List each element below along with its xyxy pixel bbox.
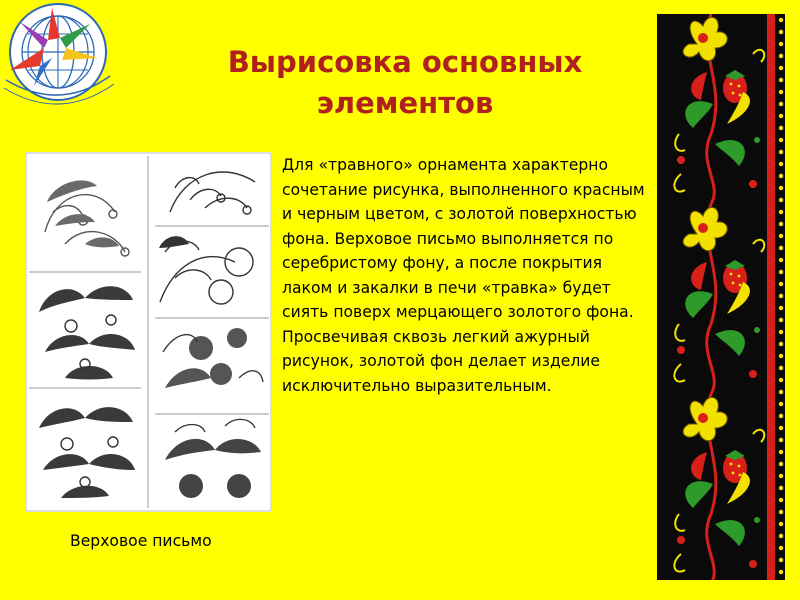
slide-body-text: Для «травного» орнамента характерно сочетание рисунка, выполненного красным и черным цветом, с золотой поверхностью фона. Верховое письмо выполняется по серебристому фону, а после покрытия лаком и закалки в печи «травка» будет сиять поверх мерцающего золотого фона. Просвечивая сквозь легкий ажурный рисунок, золотой фон делает изделие исключительно выразительным.	[282, 156, 645, 395]
globe-logo-icon	[0, 0, 120, 118]
ornament-sketches-icon	[25, 152, 272, 512]
khokhloma-ornament-border-icon	[657, 14, 785, 580]
slide-title: Вырисовка основных элементов	[227, 45, 583, 120]
image-caption: Верховое письмо	[70, 532, 212, 550]
